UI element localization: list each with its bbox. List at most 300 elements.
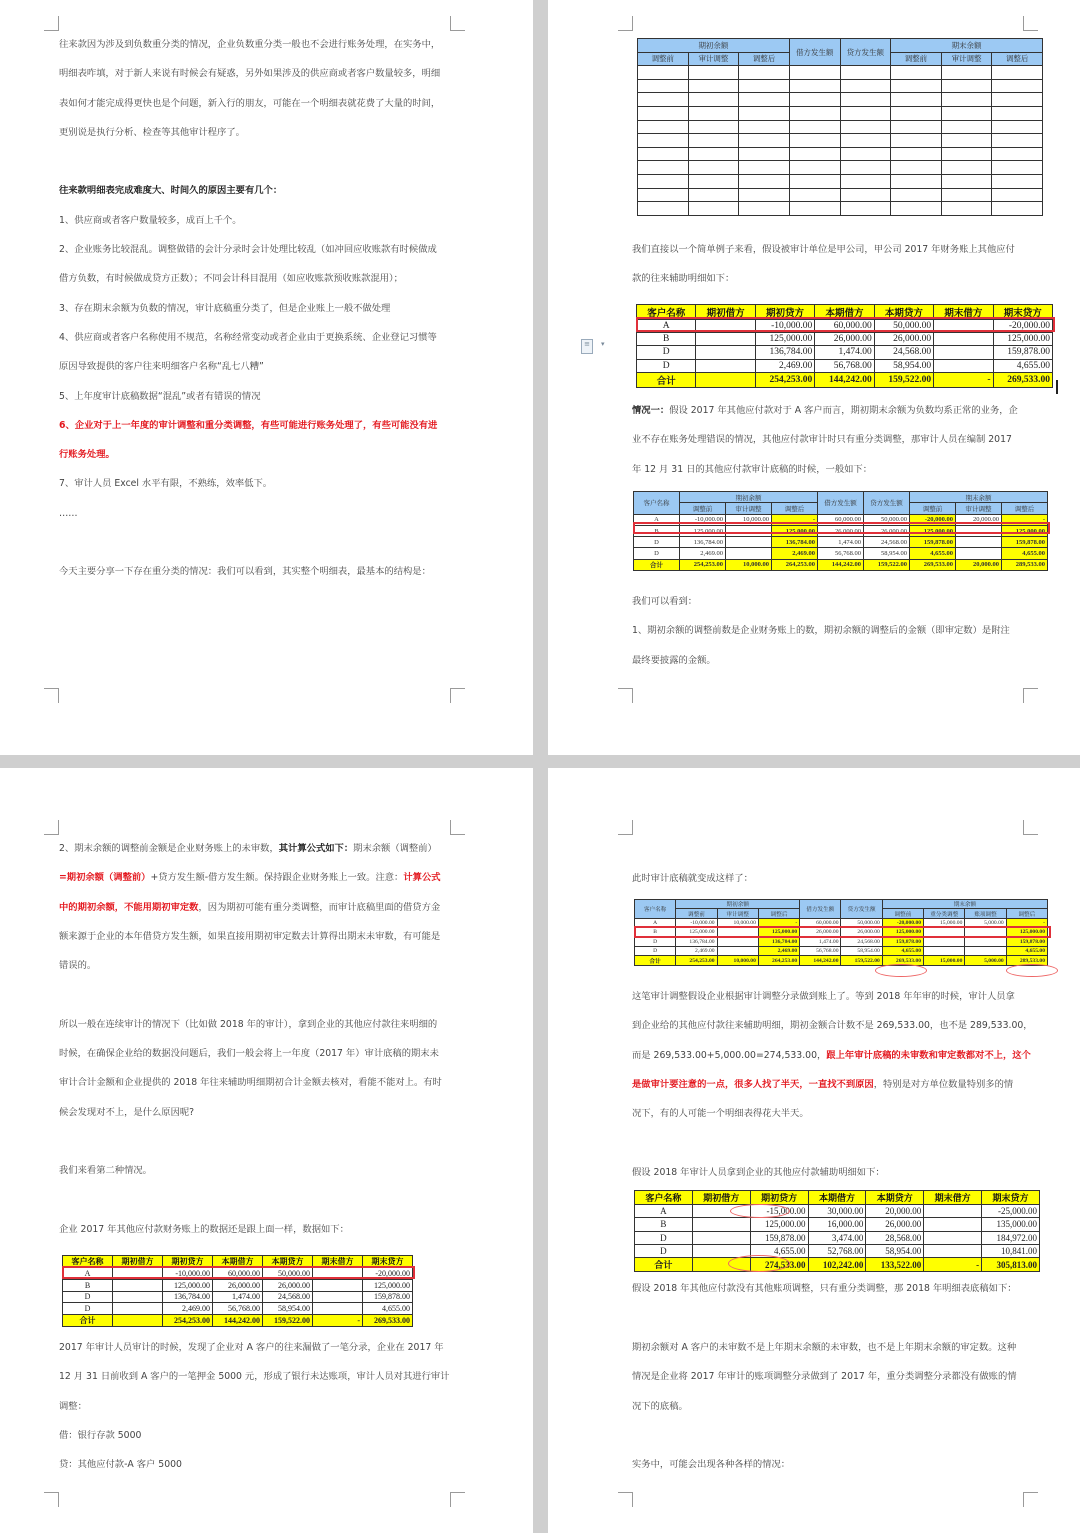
- text-segment: 我们可以看到：: [632, 596, 698, 607]
- table-cell: 56,768.00: [800, 946, 841, 955]
- corner-mark: [450, 16, 465, 31]
- text-segment: 2、期末余额的调整前金额是企业财务账上的未审数，: [59, 843, 279, 854]
- table-cell: 26,000.00: [263, 1279, 313, 1291]
- table-cell: -: [758, 918, 799, 927]
- table-cell: 269,533.00: [363, 1315, 413, 1327]
- table-cell: [688, 93, 739, 107]
- text-segment: 最终要披露的金额。: [632, 654, 716, 666]
- text-line: [632, 1041, 1033, 1070]
- table-row: [638, 106, 1043, 120]
- corner-mark: [1023, 820, 1038, 835]
- table-cell: [941, 147, 992, 161]
- body-text: [632, 1333, 1017, 1479]
- column-header: 贷方发生额: [864, 492, 910, 515]
- table-cell: [840, 147, 891, 161]
- table-cell: [840, 79, 891, 93]
- table-cell: [941, 79, 992, 93]
- table-cell: -20,000.00: [882, 918, 923, 927]
- table-cell: [726, 548, 772, 559]
- table-cell: [739, 134, 790, 148]
- table-cell: [924, 1244, 982, 1257]
- table-row: [635, 937, 1048, 946]
- table-cell: [941, 174, 992, 188]
- text-line: [59, 206, 440, 235]
- table-cell: [992, 120, 1043, 134]
- table-cell: [739, 202, 790, 216]
- table-cell: 125,000.00: [750, 1218, 808, 1231]
- table-cell: 135,000.00: [982, 1218, 1040, 1231]
- text-line: [632, 396, 1018, 425]
- table-cell: -: [1006, 918, 1047, 927]
- table-cell: [638, 134, 689, 148]
- table-cell: D: [634, 537, 680, 548]
- table-cell: 159,522.00: [841, 956, 882, 965]
- table-cell: 3,474.00: [808, 1231, 866, 1244]
- table-cell: 1,474.00: [213, 1291, 263, 1303]
- table-cell: [992, 202, 1043, 216]
- table-row: [637, 359, 1053, 372]
- column-header: 借方发生额: [818, 492, 864, 515]
- table-cell: 26,000.00: [874, 333, 933, 346]
- table-cell: [638, 202, 689, 216]
- corner-mark: [618, 820, 633, 835]
- table-cell: 60,000.00: [815, 320, 874, 333]
- text-segment: 款的往来辅助明细如下：: [632, 273, 735, 285]
- column-header: 期末余额: [910, 492, 1048, 503]
- text-line: [59, 176, 440, 205]
- document-page-2: [548, 0, 1080, 755]
- text-line: [632, 1421, 1017, 1450]
- table-cell: [992, 79, 1043, 93]
- body-text: [632, 235, 1015, 294]
- text-segment: 往来款因为涉及到负数重分类的情况，企业负数重分类一般也不会进行账务处理，在实务中，: [59, 39, 441, 50]
- total-row: [637, 372, 1053, 387]
- text-segment: ……: [59, 507, 78, 519]
- column-header: 本期借方: [808, 1191, 866, 1205]
- table-cell: [992, 106, 1043, 120]
- text-segment: 情况一：: [632, 405, 670, 416]
- table-cell: 合计: [637, 372, 696, 387]
- table-cell: A: [637, 320, 696, 333]
- table-cell: 24,568.00: [263, 1291, 313, 1303]
- table-cell: [924, 946, 965, 955]
- column-header: 本期借方: [213, 1256, 263, 1268]
- table-row: [63, 1279, 413, 1291]
- text-segment: 5、上年度审计底稿数据“混乱”或者有错误的情况: [59, 390, 261, 402]
- text-line: [59, 59, 440, 88]
- table-cell: [313, 1303, 363, 1315]
- table-cell: 133,522.00: [866, 1258, 924, 1272]
- text-segment: 2017 年审计人员审计的时候，发现了企业对 A 客户的往来漏做了一笔分录，企业在 2017 年: [59, 1342, 444, 1353]
- column-header: 调整前: [891, 52, 942, 66]
- table-cell: 60,000.00: [818, 514, 864, 525]
- table-cell: -10,000.00: [163, 1268, 213, 1280]
- table-cell: D: [635, 946, 676, 955]
- highlight-ellipse: [730, 1204, 790, 1218]
- corner-mark: [618, 16, 633, 31]
- highlight-box: [636, 317, 1055, 332]
- table-cell: [992, 66, 1043, 80]
- body-text: [59, 834, 442, 1244]
- table-row: [635, 1205, 1040, 1218]
- corner-mark: [618, 1492, 633, 1507]
- text-line: [59, 528, 440, 557]
- table-cell: 5,000.00: [965, 918, 1006, 927]
- highlight-ellipse: [875, 964, 927, 977]
- text-segment: 此时审计底稿就变成这样了：: [632, 873, 753, 884]
- table-cell: [789, 161, 840, 175]
- table-cell: -: [1002, 514, 1048, 525]
- highlighted-text: 跟上年审计底稿的未审数和审定数都对不上，这个: [826, 1049, 1031, 1061]
- table-cell: [992, 188, 1043, 202]
- table-cell: -10,000.00: [680, 514, 726, 525]
- table-cell: 4,655.00: [363, 1303, 413, 1315]
- column-header: 期初余额: [638, 39, 790, 53]
- total-row: [635, 956, 1048, 965]
- text-segment: 12 月 31 日前收到 A 客户的一笔押金 5000 元，形成了银行未达账项，审计人员对其进行审计: [59, 1371, 450, 1383]
- table-cell: [688, 134, 739, 148]
- text-line: [59, 1333, 449, 1362]
- table-cell: A: [635, 1205, 693, 1218]
- text-line: [59, 264, 440, 293]
- column-header: 账项调整: [965, 909, 1006, 918]
- text-segment: 企业 2017 年其他应付款财务账上的数据还是跟上面一样，数据如下：: [59, 1223, 349, 1235]
- table-cell: 159,522.00: [864, 559, 910, 570]
- table-cell: 254,253.00: [755, 372, 814, 387]
- table-row: [638, 93, 1043, 107]
- table-cell: 159,878.00: [882, 937, 923, 946]
- table-cell: 10,000.00: [726, 514, 772, 525]
- text-segment: 我们直接以一个简单例子来看，假设被审计单位是甲公司，甲公司 2017 年财务账上其他应付: [632, 244, 1015, 255]
- highlight-box: [633, 522, 1050, 534]
- column-header: 期初余额: [676, 900, 800, 909]
- text-segment: ，特别是对方单位数量特别多的情: [873, 1078, 1014, 1090]
- table-cell: 58,954.00: [841, 946, 882, 955]
- corner-mark: [1023, 16, 1038, 31]
- table-cell: [789, 79, 840, 93]
- corner-mark: [450, 1492, 465, 1507]
- text-line: [59, 1039, 442, 1068]
- table-row: [638, 79, 1043, 93]
- table-cell: 136,784.00: [772, 537, 818, 548]
- table-cell: 10,000.00: [717, 918, 758, 927]
- table-cell: 159,878.00: [750, 1231, 808, 1244]
- table-cell: 58,954.00: [864, 548, 910, 559]
- column-header: 调整前: [676, 909, 717, 918]
- text-line: [59, 118, 440, 147]
- text-line: [632, 264, 1015, 293]
- corner-mark: [44, 688, 59, 703]
- table-cell: 24,568.00: [841, 937, 882, 946]
- table-cell: 144,242.00: [815, 372, 874, 387]
- text-line: [632, 587, 1010, 616]
- table-cell: -: [772, 514, 818, 525]
- table-cell: 269,533.00: [910, 559, 956, 570]
- table-cell: [840, 66, 891, 80]
- chevron-down-icon[interactable]: ▾: [601, 340, 605, 348]
- table-cell: [739, 188, 790, 202]
- text-line: [59, 1362, 449, 1391]
- table-row: [637, 333, 1053, 346]
- table-cell: [934, 359, 993, 372]
- text-line: [59, 834, 442, 863]
- column-header: 调整后: [992, 52, 1043, 66]
- table-cell: [941, 188, 992, 202]
- table-cell: [688, 79, 739, 93]
- text-segment: 3、存在期末余额为负数的情况，审计底稿重分类了，但是企业账上一般不做处理: [59, 302, 391, 314]
- table-cell: [789, 106, 840, 120]
- text-line: [59, 469, 440, 498]
- table-cell: [891, 134, 942, 148]
- table-cell: [739, 161, 790, 175]
- text-segment: 表如何才能完成得更快也是个问题，新入行的朋友，可能在一个明细表就花费了大量的时间，: [59, 97, 441, 109]
- table-cell: -: [934, 372, 993, 387]
- text-segment: 原因导致提供的客户往来明细客户名称“乱七八糟”: [59, 361, 264, 373]
- table-cell: 254,253.00: [676, 956, 717, 965]
- table-cell: [696, 372, 755, 387]
- table-cell: 2,469.00: [758, 946, 799, 955]
- highlight-box: [62, 1266, 415, 1279]
- table-cell: 60,000.00: [213, 1268, 263, 1280]
- table-cell: 269,533.00: [882, 956, 923, 965]
- table-cell: [941, 106, 992, 120]
- table-cell: 184,972.00: [982, 1231, 1040, 1244]
- table-cell: 10,000.00: [726, 559, 772, 570]
- table-cell: [934, 333, 993, 346]
- table-cell: 24,568.00: [864, 537, 910, 548]
- body-text: [59, 1333, 449, 1479]
- table-cell: D: [635, 937, 676, 946]
- table-cell: 136,784.00: [163, 1291, 213, 1303]
- column-header: 期初贷方: [755, 305, 814, 320]
- text-line: [632, 455, 1018, 484]
- table-cell: [739, 106, 790, 120]
- text-segment: 审计合计金额和企业提供的 2018 年往来辅助明细期初合计金额去核对，看能不能对上。有时: [59, 1077, 442, 1089]
- table-cell: [113, 1291, 163, 1303]
- column-header: 调整后: [1002, 503, 1048, 514]
- text-line: [59, 1421, 449, 1450]
- table-cell: [891, 79, 942, 93]
- table-cell: -25,000.00: [982, 1205, 1040, 1218]
- table-row: [638, 188, 1043, 202]
- table-cell: 26,000.00: [818, 525, 864, 536]
- text-line: [59, 30, 440, 59]
- text-line: [632, 1274, 1017, 1303]
- column-header: 期初借方: [696, 305, 755, 320]
- body-text: [632, 1274, 1017, 1303]
- table-cell: [956, 537, 1002, 548]
- corner-mark: [450, 688, 465, 703]
- table-cell: [638, 188, 689, 202]
- table-cell: B: [635, 928, 676, 937]
- text-segment: 额来源于企业的本年借贷方发生额，如果直接用期初审定数去计算得出期末未审数，有可能是: [59, 930, 441, 942]
- table-cell: 125,000.00: [910, 525, 956, 536]
- column-header: 期末借方: [313, 1256, 363, 1268]
- text-line: [632, 982, 1033, 1011]
- text-segment: 期初余额对 A 客户的未审数不是上年期末余额的未审数，也不是上年期末余额的审定数。这种: [632, 1342, 1017, 1353]
- text-segment: 所以一般在连续审计的情况下（比如做 2018 年的审计），拿到企业的其他应付款往来明细的: [59, 1018, 438, 1030]
- table-cell: 20,000.00: [866, 1205, 924, 1218]
- table-cell: [688, 106, 739, 120]
- column-header: 期末借方: [934, 305, 993, 320]
- text-line: [59, 499, 440, 528]
- text-line: [632, 616, 1010, 645]
- text-line: [632, 1333, 1017, 1362]
- table-row: [638, 134, 1043, 148]
- text-cursor: [1056, 380, 1058, 394]
- text-segment: 今天主要分享一下存在重分类的情况：我们可以看到，其实整个明细表，最基本的结构是：: [59, 566, 431, 578]
- text-line: [59, 1186, 442, 1215]
- body-text: [632, 587, 1010, 675]
- text-segment: 况下的底稿。: [632, 1400, 688, 1412]
- table-cell: 50,000.00: [874, 320, 933, 333]
- text-segment: 情况是企业将 2017 年审计的账项调整分录做到了 2017 年，重分类调整分录都没有做账的情: [632, 1371, 1017, 1383]
- text-segment: 借：银行存款 5000: [59, 1429, 142, 1441]
- table-cell: [692, 1218, 750, 1231]
- table-cell: 2,469.00: [755, 359, 814, 372]
- table-cell: [739, 79, 790, 93]
- table-cell: [992, 134, 1043, 148]
- highlight-ellipse: [1006, 964, 1058, 977]
- table-cell: 56,768.00: [213, 1303, 263, 1315]
- document-icon[interactable]: ≡: [581, 339, 593, 354]
- total-row: [635, 1258, 1040, 1272]
- column-header: 期末借方: [924, 1191, 982, 1205]
- text-segment: 实务中，可能会出现各种各样的情况：: [632, 1459, 791, 1471]
- table-cell: 159,878.00: [993, 346, 1052, 359]
- text-line: [632, 1070, 1033, 1099]
- table-cell: 26,000.00: [815, 333, 874, 346]
- table-cell: [941, 93, 992, 107]
- table-row: [638, 161, 1043, 175]
- text-segment: 到企业给的其他应付款往来辅助明细，期初金额合计数不是 269,533.00，也不是 289,533.00，: [632, 1020, 1033, 1032]
- table-cell: [840, 134, 891, 148]
- table-cell: [840, 202, 891, 216]
- table-cell: 合计: [634, 559, 680, 570]
- table-cell: 159,522.00: [874, 372, 933, 387]
- table-cell: 20,000.00: [956, 559, 1002, 570]
- table-cell: D: [637, 346, 696, 359]
- text-line: [59, 980, 442, 1009]
- table-cell: 1,474.00: [818, 537, 864, 548]
- column-header: 调整后: [758, 909, 799, 918]
- document-page-1: [0, 0, 533, 755]
- table-cell: [717, 946, 758, 955]
- table-cell: 4,655.00: [910, 548, 956, 559]
- text-line: [632, 646, 1010, 675]
- table-cell: [992, 147, 1043, 161]
- text-segment: 4、供应商或者客户名称使用不规范，名称经常变动或者企业由于更换系统、企业登记习惯等: [59, 331, 437, 343]
- table-cell: [924, 1205, 982, 1218]
- table-cell: [638, 106, 689, 120]
- ledger-table-2018: [634, 1190, 1040, 1272]
- template-table: [637, 38, 1043, 216]
- table-cell: B: [634, 525, 680, 536]
- table-cell: [113, 1279, 163, 1291]
- table-cell: [891, 93, 942, 107]
- column-header: 期末贷方: [363, 1256, 413, 1268]
- column-header: 本期贷方: [866, 1191, 924, 1205]
- corner-mark: [1023, 688, 1038, 703]
- column-header: 审计调整: [688, 52, 739, 66]
- body-text: [632, 396, 1018, 484]
- highlighted-text: 中的期初余额，不能用期初审定数: [59, 901, 199, 913]
- table-cell: 125,000.00: [680, 525, 726, 536]
- table-cell: 4,655.00: [750, 1244, 808, 1257]
- text-segment: 而是 269,533.00+5,000.00=274,533.00，: [632, 1049, 827, 1061]
- table-cell: [789, 120, 840, 134]
- table-cell: 合计: [63, 1315, 113, 1327]
- table-cell: [688, 147, 739, 161]
- table-cell: [840, 188, 891, 202]
- corner-mark: [450, 820, 465, 835]
- table-cell: [726, 537, 772, 548]
- table-cell: 125,000.00: [758, 928, 799, 937]
- table-cell: D: [63, 1291, 113, 1303]
- column-header: 审计调整: [717, 909, 758, 918]
- table-cell: [688, 188, 739, 202]
- table-cell: 264,253.00: [758, 956, 799, 965]
- text-segment: 年 12 月 31 日的其他应付款审计底稿的时候，一般如下：: [632, 463, 873, 475]
- table-cell: [789, 134, 840, 148]
- table-cell: -10,000.00: [755, 320, 814, 333]
- column-header: 借方发生额: [800, 900, 841, 919]
- text-segment: 更别说是执行分析、检查等其他审计程序了。: [59, 126, 245, 138]
- column-header: 期初贷方: [163, 1256, 213, 1268]
- table-cell: 26,000.00: [213, 1279, 263, 1291]
- table-cell: [638, 66, 689, 80]
- table-cell: [965, 946, 1006, 955]
- table-row: [634, 537, 1048, 548]
- table-cell: 56,768.00: [815, 359, 874, 372]
- table-cell: -20,000.00: [910, 514, 956, 525]
- table-row: [638, 120, 1043, 134]
- table-cell: [941, 134, 992, 148]
- table-cell: [992, 174, 1043, 188]
- column-header: 调整前: [638, 52, 689, 66]
- table-cell: 159,878.00: [1006, 937, 1047, 946]
- text-segment: 借方负数，有时候做成贷方正数）；不同会计科目混用（如应收账款预收账款混用）；: [59, 273, 403, 285]
- table-cell: 4,655.00: [1002, 548, 1048, 559]
- table-cell: [696, 359, 755, 372]
- text-segment: 1、供应商或者客户数量较多，成百上千个。: [59, 214, 242, 226]
- table-cell: 24,568.00: [874, 346, 933, 359]
- table-cell: [840, 120, 891, 134]
- text-segment: 7、审计人员 Excel 水平有限，不熟练，效率低下。: [59, 478, 273, 490]
- column-header: 期初余额: [680, 492, 818, 503]
- body-text: [632, 982, 1033, 1187]
- table-cell: 289,533.00: [1006, 956, 1047, 965]
- table-row: [63, 1303, 413, 1315]
- table-cell: [840, 174, 891, 188]
- table-cell: D: [634, 548, 680, 559]
- text-line: [59, 1392, 449, 1421]
- column-header: 重分类调整: [924, 909, 965, 918]
- text-line: [59, 1127, 442, 1156]
- corner-mark: [44, 820, 59, 835]
- text-line: [632, 425, 1018, 454]
- table-cell: [891, 66, 942, 80]
- total-row: [634, 559, 1048, 570]
- text-segment: 其计算公式如下：: [278, 843, 354, 854]
- table-cell: [739, 120, 790, 134]
- table-cell: 50,000.00: [864, 514, 910, 525]
- table-cell: 56,768.00: [818, 548, 864, 559]
- corner-mark: [44, 16, 59, 31]
- table-cell: 144,242.00: [818, 559, 864, 570]
- table-cell: [717, 937, 758, 946]
- table-cell: 26,000.00: [800, 928, 841, 937]
